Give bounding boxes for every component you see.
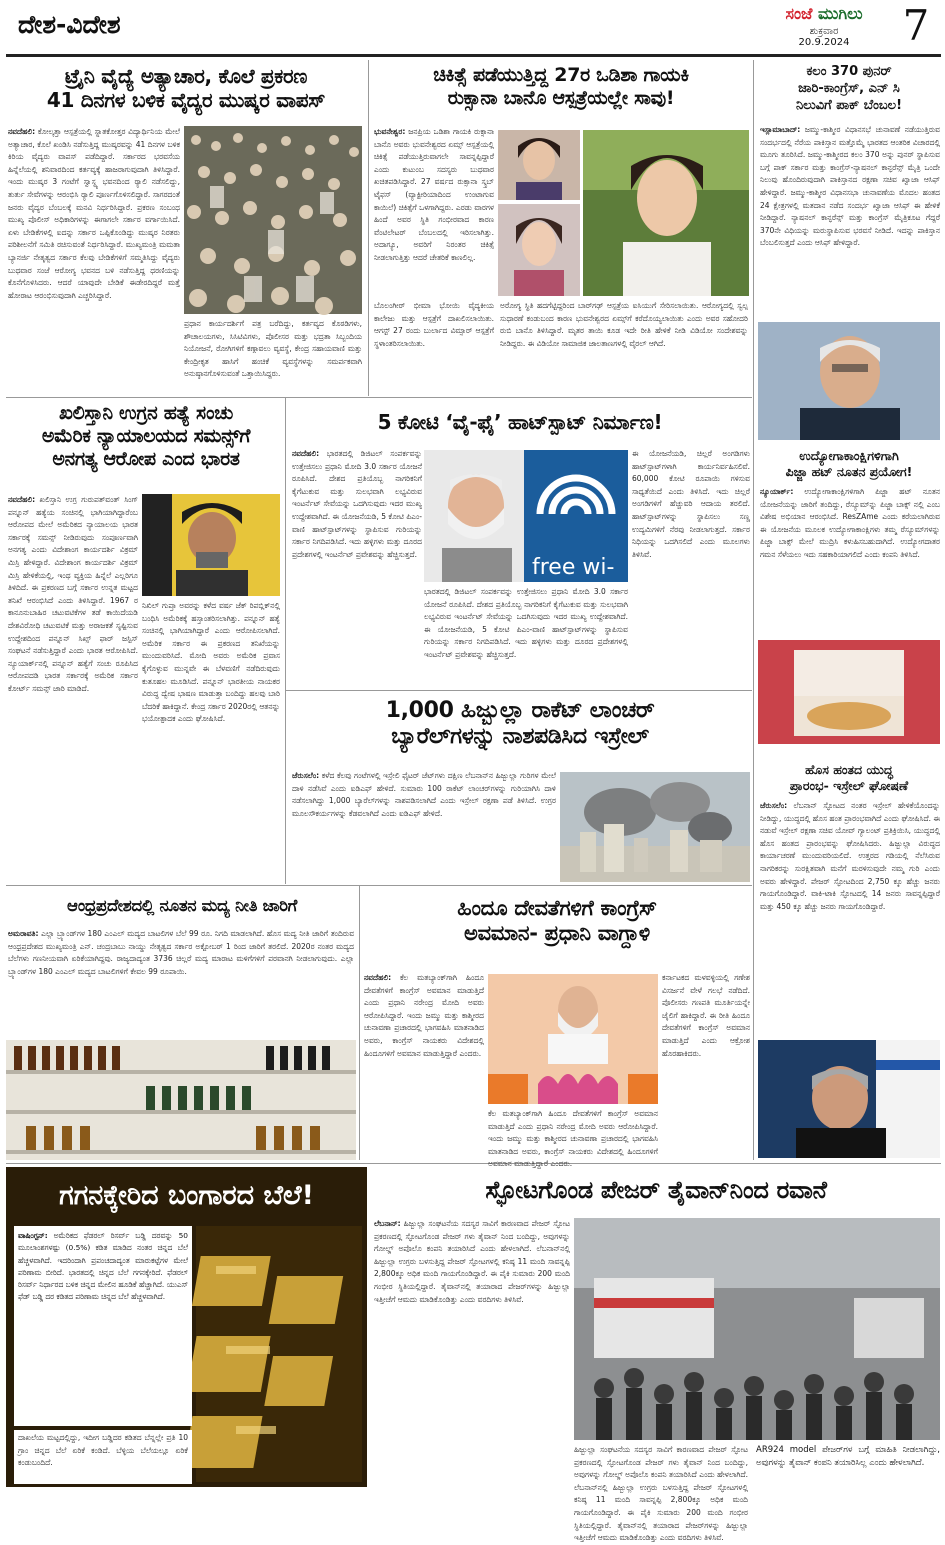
story2-headline-line1: ಚಿಕಿತ್ಸೆ ಪಡೆಯುತ್ತಿದ್ದ 27ರ ಒಡಿಶಾ ಗಾಯಕಿ	[433, 64, 689, 86]
story12-body-b	[574, 1444, 748, 1543]
row-divider	[6, 885, 752, 886]
story8-body	[760, 800, 940, 1036]
story10-body-col1	[364, 972, 484, 1160]
story6-headline-line1: 1,000 ಹಿಜ್ಬುಲ್ಲಾ ರಾಕೆಟ್ ಲಾಂಚರ್	[385, 698, 655, 723]
story6-body-text: ಕಳೆದ ಕೆಲವು ಗಂಟೆಗಳಲ್ಲಿ ಇಸ್ರೇಲಿ ಫೈಟರ್ ಜೆಟ್‌ಗಳು ದಕ್ಷಿಣ ಲೆಬನಾನ್‌ನ ಹಿಜ್ಬುಲ್ಲಾ ಗುರಿಗಳ ಮೇಲೆ ದಾಳಿ ನಡೆಸಿವೆ ಎಂದು ಐಡಿಎಫ್ ಹೇಳಿದೆ. ಸುಮಾರು 100 ರಾಕೆಟ್ ಲಾಂಚರ್‌ಗಳನ್ನು ಗುರಿಯಾಗಿಸಿ ದಾಳಿ ನಡೆಸಲಾಗಿದ್ದು 1,000 ಬ್ಯಾರೆಲ್‌ಗಳನ್ನು ನಾಶಪಡಿಸಲಾಗಿದೆ ಎಂದು ಇಸ್ರೇಲ್ ರಕ್ಷಣಾ ಪಡೆ ತಿಳಿಸಿದೆ. ಉಗ್ರರ ಮೂಲಸೌಕರ್ಯಗಳನ್ನು ಕೆಡವಲಾಗಿದೆ ಎಂದು ಐಡಿಎಫ್ ಹೇಳಿದೆ.	[292, 771, 556, 818]
story10-body-col2	[662, 972, 750, 1160]
story12-body-text: ಹಿಜ್ಬುಲ್ಲಾ ಸಂಘಟನೆಯ ಸದಸ್ಯರ ಸಾವಿಗೆ ಕಾರಣವಾದ ಪೇಜರ್ ಸ್ಫೋಟ ಪ್ರಕರಣದಲ್ಲಿ ಸ್ಫೋಟಗೊಂಡ ಪೇಜರ್ ಗಳು ತೈವಾನ್ ನಿಂದ ಬಂದಿದ್ದು, ಅವುಗಳನ್ನು ಗೋಲ್ಡ್ ಅಪೊಲೊ ಕಂಪನಿ ತಯಾರಿಸಿದೆ ಎಂದು ಹೇಳಲಾಗಿದೆ. ಲೆಬನಾನ್‌ನಲ್ಲಿ ಹಿಜ್ಬುಲ್ಲಾ ಉಗ್ರರು ಬಳಸುತ್ತಿದ್ದ ಪೇಜರ್ ಸ್ಫೋಟಗಳಲ್ಲಿ ಕನಿಷ್ಠ 11 ಮಂದಿ ಸಾವನ್ನಪ್ಪಿ 2,800ಕ್ಕೂ ಅಧಿಕ ಮಂದಿ ಗಾಯಗೊಂಡಿದ್ದಾರೆ. ಈ ಪೈಕಿ ಸುಮಾರು 200 ಮಂದಿ ಗಂಭೀರ ಸ್ಥಿತಿಯಲ್ಲಿದ್ದಾರೆ. ತೈವಾನ್‌ನಲ್ಲಿ ತಯಾರಾದ ಪೇಜರ್‌ಗಳನ್ನು ಹಿಜ್ಬುಲ್ಲಾ ಇತ್ತೀಚೆಗೆ ಆಮದು ಮಾಡಿಕೊಂಡಿತ್ತು ಎಂದು ವರದಿಗಳು ತಿಳಿಸಿವೆ.	[374, 1219, 570, 1304]
story10-dateline: ನವದೆಹಲಿ:	[364, 973, 392, 982]
story11-dateline: ವಾಷಿಂಗ್ಟನ್:	[18, 1231, 48, 1240]
story2-body-col2	[500, 300, 748, 392]
column-divider	[753, 60, 754, 1160]
header-rule	[6, 54, 941, 57]
story10-headline-line1: ಹಿಂದೂ ದೇವತೆಗಳಿಗೆ ಕಾಂಗ್ರೆಸ್	[457, 896, 657, 920]
story10-body-text: ಕೆಲ ಮತಬ್ಯಾಂಕ್‌ಗಾಗಿ ಹಿಂದೂ ದೇವತೆಗಳಿಗೆ ಕಾಂಗ್ರೆಸ್ ಅವಮಾನ ಮಾಡುತ್ತಿದೆ ಎಂದು ಪ್ರಧಾನಿ ನರೇಂದ್ರ ಮೋದಿ ಅವರು ಆರೋಪಿಸಿದ್ದಾರೆ. ಇಂದು ಜಮ್ಮು ಮತ್ತು ಕಾಶ್ಮೀರದ ಚುನಾವಣಾ ಪ್ರಚಾರದಲ್ಲಿ ಭಾಗವಹಿಸಿ ಮಾತನಾಡಿದ ಅವರು, ಕಾಂಗ್ರೆಸ್ ನಾಯಕರು ವಿದೇಶದಲ್ಲಿ ಹಿಂದೂಗಳಿಗೆ ಅವಮಾನ ಮಾಡುತ್ತಿದ್ದಾರೆ ಎಂದರು.	[364, 973, 485, 1058]
story6-body	[292, 770, 556, 882]
story4-headline-line1: ಖಲಿಸ್ತಾನಿ ಉಗ್ರನ ಹತ್ಯೆ ಸಂಚು	[59, 402, 233, 424]
story5-body-text-2: ಈ ಯೋಜನೆಯಡಿ, ಚಿಲ್ಲರೆ ಅಂಗಡಿಗಳು ಹಾಟ್‌ಸ್ಪಾಟ್‌ಗಳಾಗಿ ಕಾರ್ಯನಿರ್ವಹಿಸಲಿವೆ. 60,000 ಕೋಟಿ ರೂಪಾಯಿ ಗಳಿಸುವ ಸಾಧ್ಯತೆಯಿದೆ ಎಂದು ತಿಳಿಸಿದೆ. ಇದು ಚಿಲ್ಲರೆ ಅಂಗಡಿಗಳಿಗೆ ಹೆಚ್ಚುವರಿ ಆದಾಯ ತರಲಿದೆ. ಹಾಟ್‌ಸ್ಪಾಟ್‌ಗಳನ್ನು ಸ್ಥಾಪಿಸಲು ಸಣ್ಣ ಉದ್ಯಮಿಗಳಿಗೆ ನೆರವು ನೀಡಲಾಗುತ್ತದೆ. ಸರ್ಕಾರ ನಿಧಿಯನ್ನು ಒದಗಿಸಲಿದೆ ಎಂದು ಮೂಲಗಳು ತಿಳಿಸಿವೆ.	[632, 449, 750, 559]
lebanon-pager-blast-photo	[574, 1218, 940, 1440]
story1-body-col1	[8, 126, 180, 392]
story10-body-text-2: ಕರ್ನಾಟಕದ ಮಳವಳ್ಳಿಯಲ್ಲಿ ಗಣೇಶ ವಿಸರ್ಜನೆ ವೇಳೆ ಗಲಭೆ ನಡೆದಿದೆ. ಪೊಲೀಸರು ಗಣಪತಿ ಮೂರ್ತಿಯನ್ನೇ ಜೈಲಿಗೆ ಹಾಕಿದ್ದಾರೆ. ಈ ರೀತಿ ಹಿಂದೂ ದೇವತೆಗಳಿಗೆ ಕಾಂಗ್ರೆಸ್ ಅವಮಾನ ಮಾಡುತ್ತಿದೆ ಎಂದು ಆಕ್ರೋಶ ಹೊರಹಾಕಿದರು.	[662, 973, 750, 1058]
story9-body-text: ಎಲ್ಲಾ ಬ್ರ್ಯಾಂಡ್‌ಗಳ 180 ಎಂಎಲ್ ಮದ್ಯದ ಬಾಟಲಿಗಳ ಬೆಲೆ 99 ರೂ. ನಿಗದಿ ಮಾಡಲಾಗಿದೆ. ಹೊಸ ಮದ್ಯ ನೀತಿ ಜಾರಿಗೆ ತಂದಿರುವ ಆಂಧ್ರಪ್ರದೇಶದ ಮುಖ್ಯಮಂತ್ರಿ ಎನ್. ಚಂದ್ರಬಾಬು ನಾಯ್ಡು ನೇತೃತ್ವದ ಸರ್ಕಾರ ಅಕ್ಟೋಬರ್ 1 ರಿಂದ ಜಾರಿಗೆ ತರಲಿದೆ. 2020ರ ನಂತರ ಮದ್ಯದ ಬೆಲೆಗಳು ಗಣನೀಯವಾಗಿ ಏರಿಕೆಯಾಗಿದ್ದವು. ರಾಜ್ಯದಾದ್ಯಂತ 3736 ಚಿಲ್ಲರೆ ಮದ್ಯ ಮಾರಾಟ ಮಳಿಗೆಗಳಿಗೆ ಪರವಾನಗಿ ನೀಡಲಾಗುವುದು. ಎಲ್ಲಾ ಬ್ರ್ಯಾಂಡ್‌ಗಳ 180 ಎಂಎಲ್ ಮದ್ಯದ ಬಾಟಲಿಗಳಿಗೆ ಕೇವಲ 99 ರೂಪಾಯಿ.	[8, 929, 355, 976]
story10-headline	[364, 896, 750, 946]
story1-dateline: ನವದೆಹಲಿ:	[8, 127, 36, 136]
story11-body-b	[14, 1430, 192, 1484]
story9-body	[8, 928, 354, 1038]
story2-body-col1b	[374, 300, 494, 392]
column-divider	[359, 886, 360, 1160]
story1-headline	[10, 64, 362, 112]
row-divider	[6, 1163, 941, 1164]
story6-headline-line2: ಬ್ಯಾರೆಲ್‌ಗಳನ್ನು ನಾಶಪಡಿಸಿದ ಇಸ್ರೇಲ್	[391, 724, 649, 750]
section-title: ದೇಶ-ವಿದೇಶ	[18, 10, 121, 39]
story11-body-text: ಅಮೆರಿಕದ ಫೆಡರಲ್ ರಿಸರ್ವ್ ಬಡ್ಡಿ ದರವನ್ನು 50 ಮೂಲಾಂಶಗಳಷ್ಟು (0.5%) ಕಡಿತ ಮಾಡಿದ ನಂತರ ಚಿನ್ನದ ಬೆಲೆ ಹೆಚ್ಚಳವಾಗಿದೆ. ಇದರಿಂದಾಗಿ ಪ್ರಪಂಚದಾದ್ಯಂತ ಮಾರುಕಟ್ಟೆಗಳ ಮೇಲೆ ಪರಿಣಾಮ ಬೀರಿದೆ. ಭಾರತದಲ್ಲಿ ಚಿನ್ನದ ಬೆಲೆ ಗಗನಕ್ಕೇರಿದೆ. ಫೆಡರಲ್ ರಿಸರ್ವ್ ನಿರ್ಧಾರದ ಬಳಿಕ ಚಿನ್ನದ ಮೇಲಿನ ಹೂಡಿಕೆ ಹೆಚ್ಚಾಗಿದೆ. ಯುಎಸ್ ಫೆಡ್ ಬಡ್ಡಿ ದರ ಕಡಿತದ ಪರಿಣಾಮ ಚಿನ್ನದ ಬೆಲೆ ಹೆಚ್ಚಳವಾಗಿದೆ.	[18, 1231, 189, 1302]
story3-headline-line3: ನಿಲುವಿಗೆ ಪಾಕ್ ಬೆಂಬಲ!	[795, 97, 903, 113]
brand-name-a: ಸಂಜೆ	[785, 4, 813, 23]
pizza-box-photo	[758, 640, 940, 744]
modi-rally-photo	[488, 974, 658, 1104]
story9-dateline: ಅಮರಾವತಿ:	[8, 929, 39, 938]
story10-headline-line2: ಅವಮಾನ- ಪ್ರಧಾನಿ ವಾಗ್ದಾಳಿ	[464, 921, 650, 946]
story8-body-text: ಲೆಬನಾನ್ ಸ್ಫೋಟದ ನಂತರ ಇಸ್ರೇಲ್ ಹೇಳಿಕೆಯೊಂದನ್ನು ನೀಡಿದ್ದು, ಯುದ್ಧದಲ್ಲಿ ಹೊಸ ಹಂತ ಪ್ರಾರಂಭವಾಗಿದೆ ಎಂದು ಘೋಷಿಸಿದೆ. ಈ ನಡುವೆ ಇಸ್ರೇಲ್ ರಕ್ಷಣಾ ಸಚಿವ ಯೋವ್ ಗ್ಯಾಲಂಟ್ ಪ್ರತಿಕ್ರಿಯಿಸಿ, ಯುದ್ಧದಲ್ಲಿ ಹೊಸ ಹಂತದ ಪ್ರಾರಂಭವನ್ನು ಘೋಷಿಸಿದರು. ಹಿಜ್ಬುಲ್ಲಾ ವಿರುದ್ಧದ ಕಾರ್ಯಾಚರಣೆ ಮುಂದುವರಿಯಲಿದೆ. ಉತ್ತರದ ಗಡಿಯಲ್ಲಿ ನೆಲೆಸಿರುವ ನಾಗರಿಕರನ್ನು ಸುರಕ್ಷಿತವಾಗಿ ಮನೆಗೆ ಮರಳಿಸುವುದೇ ನಮ್ಮ ಗುರಿ ಎಂದು ಅವರು ಹೇಳಿದ್ದಾರೆ. ಪೇಜರ್ ಸ್ಫೋಟದಿಂದ 2,750 ಕ್ಕೂ ಹೆಚ್ಚು ಜನರು ಗಾಯಗೊಂಡಿದ್ದಾರೆ. ವಾಕಿ-ಟಾಕಿ ಸ್ಫೋಟದಲ್ಲಿ 14 ಜನರು ಸಾವನ್ನಪ್ಪಿದ್ದಾರೆ ಮತ್ತು 450 ಕ್ಕೂ ಹೆಚ್ಚು ಜನರು ಗಾಯಗೊಂಡಿದ್ದಾರೆ.	[760, 801, 940, 911]
pannun-photo	[142, 494, 280, 596]
singer-portrait-photo-2	[498, 204, 580, 296]
story3-body-text: ಜಮ್ಮು-ಕಾಶ್ಮೀರ ವಿಧಾನಸಭೆ ಚುನಾವಣೆ ನಡೆಯುತ್ತಿರುವ ಸಂದರ್ಭದಲ್ಲಿ ನೆರೆಯ ಪಾಕಿಸ್ತಾನ ಮತ್ತೊಮ್ಮೆ ಭಾರತದ ಆಂತರಿಕ ವಿಚಾರದಲ್ಲಿ ಮೂಗು ತೂರಿಸಿದೆ. ಜಮ್ಮು-ಕಾಶ್ಮೀರದ ಕಲಂ 370 ಅನ್ನು ಪುನರ್ ಸ್ಥಾಪಿಸುವ ಬಗ್ಗೆ ಪಾಕ್ ಸರ್ಕಾರ ಮತ್ತು ಕಾಂಗ್ರೆಸ್-ನ್ಯಾಷನಲ್ ಕಾನ್ಫರೆನ್ಸ್ ಮೈತ್ರಿ ಒಂದೇ ನಿಲುವು ಹೊಂದಿರುವುದಾಗಿ ಪಾಕಿಸ್ತಾನದ ರಕ್ಷಣಾ ಸಚಿವ ಖ್ವಾಜಾ ಆಸಿಫ್ ಹೇಳಿದ್ದಾರೆ. ಜಮ್ಮು-ಕಾಶ್ಮೀರ ವಿಧಾನಸಭಾ ಚುನಾವಣೆಯ ಮೊದಲ ಹಂತದ 24 ಕ್ಷೇತ್ರಗಳಲ್ಲಿ ಮತದಾನ ನಡೆದ ಸಂದರ್ಭ ಖ್ವಾಜಾ ಆಸಿಫ್ ಈ ಹೇಳಿಕೆ ನೀಡಿದ್ದಾರೆ. ನ್ಯಾಷನಲ್ ಕಾನ್ಫರೆನ್ಸ್ ಮತ್ತು ಕಾಂಗ್ರೆಸ್ ಮೈತ್ರಿಕೂಟ ಗೆದ್ದರೆ 370ನೇ ವಿಧಿಯನ್ನು ಮರುಸ್ಥಾಪಿಸುವ ಭರವಸೆ ನೀಡಿದೆ. ಇದನ್ನು ಪಾಕಿಸ್ತಾನ ಬೆಂಬಲಿಸುತ್ತದೆ ಎಂದು ಆಸಿಫ್ ಹೇಳಿದ್ದಾರೆ.	[760, 125, 940, 248]
doctors-protest-photo	[184, 126, 362, 314]
story7-body-text: ಉದ್ಯೋಗಾಕಾಂಕ್ಷಿಗಳಿಗಾಗಿ ಪಿಜ್ಜಾ ಹಟ್ ನೂತನ ಯೋಜನೆಯನ್ನು ಜಾರಿಗೆ ತಂದಿದ್ದು, ರೆಸ್ಯೂಮ್‌ನ್ನು ಪಿಜ್ಜಾ ಬಾಕ್ಸ್ ನಲ್ಲಿ ಎಂಬ ವಿಶೇಷ ಅಭಿಯಾನ ಆರಂಭಿಸಿದೆ. ResZAme ಎಂದು ಕರೆಯಲಾಗಿರುವ ಈ ಯೋಜನೆಯ ಮೂಲಕ ಉದ್ಯೋಗಾಕಾಂಕ್ಷಿಗಳು ತಮ್ಮ ರೆಸ್ಯೂಮ್‌ಗಳನ್ನು ಪಿಜ್ಜಾ ಬಾಕ್ಸ್ ಮೇಲೆ ಮುದ್ರಿಸಿ ಕಳುಹಿಸಬಹುದಾಗಿದೆ. ಉದ್ಯೋಗದಾತರ ಗಮನ ಸೆಳೆಯಲು ಇದು ಸಹಕಾರಿಯಾಗಲಿದೆ ಎಂದು ಕಂಪನಿ ತಿಳಿಸಿದೆ.	[760, 487, 940, 559]
story2-headline-line2: ರುಕ್ಸಾನಾ ಬಾನೊ ಆಸ್ಪತ್ರೆಯಲ್ಲೇ ಸಾವು!	[447, 86, 675, 109]
story4-dateline: ನವದೆಹಲಿ:	[8, 495, 36, 504]
story5-body-text: ಭಾರತದಲ್ಲಿ ಡಿಜಿಟಲ್ ಸಂಪರ್ಕವನ್ನು ಉತ್ತೇಜಿಸಲು ಪ್ರಧಾನಿ ಮೋದಿ 3.0 ಸರ್ಕಾರ ಯೋಜನೆ ರೂಪಿಸಿದೆ. ದೇಶದ ಪ್ರತಿಯೊಬ್ಬ ನಾಗರಿಕನಿಗೆ ಕೈಗೆಟುಕುವ ಮತ್ತು ಸುಲಭವಾಗಿ ಲಭ್ಯವಿರುವ ಇಂಟರ್ನೆಟ್ ಸೇವೆಯನ್ನು ಒದಗಿಸುವುದು ಇದರ ಮುಖ್ಯ ಉದ್ದೇಶವಾಗಿದೆ. ಈ ಯೋಜನೆಯಡಿ, 5 ಕೋಟಿ ಪಿಎಂ-ವಾಣಿ ಹಾಟ್‌ಸ್ಪಾಟ್‌ಗಳನ್ನು ಸ್ಥಾಪಿಸುವ ಗುರಿಯನ್ನು ಸರ್ಕಾರ ನಿಗದಿಪಡಿಸಿದೆ. ಇದು ಹಳ್ಳಿಗಳು ಮತ್ತು ದೂರದ ಪ್ರದೇಶಗಳಲ್ಲಿ ಇಂಟರ್ನೆಟ್ ಪ್ರವೇಶವನ್ನು ಹೆಚ್ಚಿಸುತ್ತದೆ.	[292, 449, 422, 559]
gallant-photo	[758, 1040, 940, 1158]
masthead	[756, 4, 892, 52]
story2-headline	[374, 64, 748, 110]
story4-headline-line2: ಅಮೆರಿಕ ನ್ಯಾಯಾಲಯದ ಸಮನ್ಸ್‌ಗೆ	[41, 424, 251, 447]
story5-dateline: ನವದೆಹಲಿ:	[292, 449, 320, 458]
singer-portrait-photo-1	[498, 130, 580, 200]
story7-headline-line2: ಪಿಜ್ಜಾ ಹಟ್ ನೂತನ ಪ್ರಯೋಗ!	[785, 464, 913, 480]
story7-headline	[758, 448, 940, 481]
story2-body-text-1b: ಬೊಲಂಗೀರ್ ಭೀಮಾ ಭೋಯಿ ವೈದ್ಯಕೀಯ ಕಾಲೇಜು ಮತ್ತು ಆಸ್ಪತ್ರೆಗೆ ದಾಖಲಿಸಲಾಯಿತು. ಆಗಸ್ಟ್ 27 ರಂದು ಬುರ್ಲಾದ ವಿಮ್ಸಾರ್ ಆಸ್ಪತ್ರೆಗೆ ಸ್ಥಳಾಂತರಿಸಲಾಯಿತು.	[374, 301, 494, 348]
story5-body-col2	[632, 448, 750, 688]
story1-body-text: ಕೋಲ್ಕತ್ತಾ ಆಸ್ಪತ್ರೆಯಲ್ಲಿ ಸ್ನಾತಕೋತ್ತರ ವಿದ್ಯಾರ್ಥಿನಿಯ ಮೇಲೆ ಅತ್ಯಾಚಾರ, ಕೊಲೆ ಖಂಡಿಸಿ ನಡೆಸುತ್ತಿದ್ದ ಮುಷ್ಕರವನ್ನು 41 ದಿನಗಳ ಬಳಿಕ ಕಿರಿಯ ವೈದ್ಯರು ವಾಪಸ್ ಪಡೆದಿದ್ದಾರೆ. ಸರ್ಕಾರದ ಭರವಸೆಯ ಹಿನ್ನೆಲೆಯಲ್ಲಿ ಶನಿವಾರದಿಂದ ಕರ್ತವ್ಯಕ್ಕೆ ಹಾಜರಾಗುವುದಾಗಿ ತಿಳಿಸಿದ್ದಾರೆ. ಇಂದು ಮುಷ್ಕರ 3 ಗಂಟೆಗೆ ಸ್ವಾಸ್ಥ್ಯ ಭವನದಿಂದ ರ‍್ಯಾಲಿ ನಡೆಸಲಿದ್ದು, ತುರ್ತು ಸೇವೆಗಳನ್ನು ಆರಂಭಿಸಿ ರ‍್ಯಾಲಿ ಪೂರ್ಣಗೊಳಿಸಲಿದ್ದಾರೆ. ಸಾಗರದಂತೆ ಜನರು ವೈದ್ಯರ ಬೆಂಬಲಕ್ಕೆ ಮನವಿ ನಿರ್ಧರಿಸಿದ್ದಾರೆ. ಪ್ರಕರಣ ಸಂಬಂಧ ಮುಖ್ಯ ಪೊಲೀಸ್ ಅಧಿಕಾರಿಗಳನ್ನು ಈಗಾಗಲೇ ಸರ್ಕಾರ ವರ್ಗಾಯಿಸಿದೆ. ಏಳು ಬೇಡಿಕೆಗಳಲ್ಲಿ ಐದನ್ನು ಸರ್ಕಾರ ಒಪ್ಪಿಕೊಂಡಿದ್ದು ಮುಷ್ಕರ ನಿರತರು ಪರಿಶೀಲನೆಗೆ ಸಮಿತಿ ರಚಿಸುವಂತೆ ನಿರ್ಧರಿಸಿದ್ದಾರೆ. ಮುಖ್ಯಮಂತ್ರಿ ಮಮತಾ ಬ್ಯಾನರ್ಜಿ ನೇತೃತ್ವದ ಸರ್ಕಾರ ಕೆಲವು ಬೇಡಿಕೆಗಳಿಗೆ ಸಮ್ಮತಿಸಿದ್ದು ವೈದ್ಯರು ಬುಧವಾರ ಸಂಜೆ ಆರೋಗ್ಯ ಭವನದ ಬಳಿ ನಡೆಸುತ್ತಿದ್ದ ಧರಣಿಯನ್ನು ಕೊನೆಗೊಳಿಸಿದರು. ಆದರೆ ಯಾವುದೇ ಬೇಡಿಕೆ ಈಡೇರದಿದ್ದರೆ ಮತ್ತೆ ಹೋರಾಟ ಆರಂಭಿಸುವುದಾಗಿ ಎಚ್ಚರಿಸಿದ್ದಾರೆ.	[8, 127, 180, 300]
story6-dateline: ಜೆರುಸಲೆಂ:	[292, 771, 320, 780]
story3-headline	[758, 64, 940, 115]
story8-dateline: ಜೆರುಸಲೆಂ:	[760, 801, 788, 810]
story7-dateline: ನ್ಯೂಯಾರ್ಕ್:	[760, 487, 794, 496]
story5-body-col1b	[424, 586, 628, 688]
svg-text:free wi-: free wi-	[532, 555, 615, 580]
story7-body	[760, 486, 940, 636]
row-divider	[6, 397, 752, 398]
gold-bars-photo	[196, 1226, 362, 1482]
story5-headline: 5 ಕೋಟಿ ‘ವೈ-ಫೈ’ ಹಾಟ್‌ಸ್ಪಾಟ್ ನಿರ್ಮಾಣ!	[377, 410, 663, 434]
story2-body-text: ಜನಪ್ರಿಯ ಒಡಿಶಾ ಗಾಯಕಿ ರುಕ್ಸಾನಾ ಬಾನೊ ಅವರು ಭುವನೇಶ್ವರದ ಏಮ್ಸ್ ಆಸ್ಪತ್ರೆಯಲ್ಲಿ ಚಿಕಿತ್ಸೆ ಪಡೆಯುತ್ತಿರುವಾಗಲೇ ಸಾವನ್ನಪ್ಪಿದ್ದಾರೆ ಎಂದು ಕುಟುಂಬ ಸದಸ್ಯರು ಬುಧವಾರ ಖಚಿತಪಡಿಸಿದ್ದಾರೆ. 27 ವರ್ಷದ ರುಕ್ಸಾನಾ ಸ್ಕ್ರಬ್ ಟೈಫಸ್ (ವ್ಯಾಕ್ಟೀರಿಯಾದಿಂದ ಉಂಟಾಗುವ ಕಾಯಿಲೆ) ಚಿಕಿತ್ಸೆಗೆ ಒಳಗಾಗಿದ್ದರು. ಎರಡು ವಾರಗಳ ಹಿಂದೆ ಅವರ ಸ್ಥಿತಿ ಗಂಭೀರವಾದ ಕಾರಣ ವೆಂಟಿಲೇಟರ್ ಬೆಂಬಲದಲ್ಲಿ ಇರಿಸಲಾಗಿತ್ತು. ಅದಾಗ್ಯೂ, ಅವರಿಗೆ ನಿರಂತರ ಚಿಕಿತ್ಸೆ ನೀಡಲಾಗುತ್ತಿತ್ತು ಆದರೆ ಚೇತರಿಕೆ ಕಾಣಲಿಲ್ಲ.	[374, 127, 494, 262]
issue-date: 20.9.2024	[798, 37, 850, 48]
story4-body-col2	[142, 600, 280, 882]
brand-name-b: ಮುಗಿಲು	[818, 4, 863, 23]
story11-body-text-b: ದಾಖಲೆಯ ಮಟ್ಟದಲ್ಲಿದ್ದು, ಇದೀಗ ಬಡ್ಡಿದರ ಕಡಿತದ ಬೆನ್ನಲ್ಲೇ ಪ್ರತಿ 10 ಗ್ರಾಂ ಚಿನ್ನದ ಬೆಲೆ ಏರಿಕೆ ಕಂಡಿದೆ. ಬೆಳ್ಳಿಯ ಬೆಲೆಯಲ್ಲೂ ಏರಿಕೆ ಕಂಡುಬಂದಿದೆ.	[18, 1433, 188, 1468]
khawaja-asif-photo	[758, 322, 940, 440]
page-number: 7	[902, 1, 930, 50]
story4-body-text-2: ನಿಖಿಲ್ ಗುಪ್ತಾ ಅವರನ್ನು ಕಳೆದ ವರ್ಷ ಜೆಕ್ ರಿಪಬ್ಲಿಕ್‌ನಲ್ಲಿ ಬಂಧಿಸಿ ಅಮೆರಿಕಕ್ಕೆ ಹಸ್ತಾಂತರಿಸಲಾಗಿತ್ತು. ಪನ್ನೂನ್ ಹತ್ಯೆ ಸಂಚಿನಲ್ಲಿ ಭಾಗಿಯಾಗಿದ್ದಾರೆ ಎಂದು ಆರೋಪಿಸಲಾಗಿದೆ. ಅಮೆರಿಕ ಸರ್ಕಾರ ಈ ಪ್ರಕರಣದ ತನಿಖೆಯನ್ನು ಮುಂದುವರಿಸಿದೆ. ಮೋದಿ ಅವರು ಅಮೆರಿಕ ಪ್ರವಾಸ ಕೈಗೊಳ್ಳುವ ಮುನ್ನವೇ ಈ ಬೆಳವಣಿಗೆ ನಡೆದಿರುವುದು ಕುತೂಹಲ ಮೂಡಿಸಿದೆ. ಪನ್ನೂನ್ ಭಾರತೀಯ ನಾಯಕರ ವಿರುದ್ಧ ದ್ವೇಷ ಭಾಷಣ ಮಾಡುತ್ತಾ ಬಂದಿದ್ದು ಹಲವು ಬಾರಿ ಬೆದರಿಕೆ ಹಾಕಿದ್ದಾನೆ. ಕೇಂದ್ರ ಸರ್ಕಾರ 2020ರಲ್ಲಿ ಆತನನ್ನು ಭಯೋತ್ಪಾದಕ ಎಂದು ಘೋಷಿಸಿದೆ.	[142, 601, 280, 724]
story4-body-col1	[8, 494, 138, 882]
story11-body	[14, 1226, 192, 1426]
story2-dateline: ಭುವನೇಶ್ವರ:	[374, 127, 406, 136]
row-divider	[286, 690, 752, 691]
story1-body-col2	[184, 318, 362, 394]
brand-logo	[756, 4, 892, 24]
story10-body-text-1b: ಕೆಲ ಮತಬ್ಯಾಂಕ್‌ಗಾಗಿ ಹಿಂದೂ ದೇವತೆಗಳಿಗೆ ಕಾಂಗ್ರೆಸ್ ಅವಮಾನ ಮಾಡುತ್ತಿದೆ ಎಂದು ಪ್ರಧಾನಿ ನರೇಂದ್ರ ಮೋದಿ ಅವರು ಆರೋಪಿಸಿದ್ದಾರೆ. ಇಂದು ಜಮ್ಮು ಮತ್ತು ಕಾಶ್ಮೀರದ ಚುನಾವಣಾ ಪ್ರಚಾರದಲ್ಲಿ ಭಾಗವಹಿಸಿ ಮಾತನಾಡಿದ ಅವರು, ಕಾಂಗ್ರೆಸ್ ನಾಯಕರು ವಿದೇಶದಲ್ಲಿ ಹಿಂದೂಗಳಿಗೆ ಅವಮಾನ ಮಾಡುತ್ತಿದ್ದಾರೆ ಎಂದರು.	[488, 1109, 658, 1169]
story7-headline-line1: ಉದ್ಯೋಗಾಕಾಂಕ್ಷಿಗಳಿಗಾಗಿ	[799, 448, 899, 463]
story3-dateline: ಇಸ್ಲಾಮಾಬಾದ್:	[760, 125, 801, 134]
story1-body-text-2: ಪ್ರಧಾನ ಕಾರ್ಯದರ್ಶಿಗೆ ಪತ್ರ ಬರೆದಿದ್ದು, ಕರ್ತವ್ಯದ ಕೊಠಡಿಗಳು, ಶೌಚಾಲಯಗಳು, ಸಿಸಿಟಿವಿಗಳು, ಪೊಲೀಸರ ಮತ್ತು ಭದ್ರತಾ ಸಿಬ್ಬಂದಿಯ ನಿಯೋಜನೆ, ರೋಗಿಗಳಿಗೆ ಕಣ್ಗಾವಲು ವ್ಯವಸ್ಥೆ, ಕೇಂದ್ರ ಸಹಾಯವಾಣಿ ಮತ್ತು ಕೇಂದ್ರೀಕೃತ ಹಾಸಿಗೆ ಹಂಚಿಕೆ ವ್ಯವಸ್ಥೆಗಳನ್ನು ಸಮರ್ಪಕವಾಗಿ ಅನುಷ್ಠಾನಗೊಳಿಸುವಂತೆ ಒತ್ತಾಯಿಸಿದ್ದರು.	[184, 319, 362, 379]
story1-headline-line1: ಟ್ರೈನಿ ವೈದ್ಯೆ ಅತ್ಯಾಚಾರ, ಕೊಲೆ ಪ್ರಕರಣ	[64, 64, 308, 88]
story2-body-text-2: ಅರೋಗ್ಯ ಸ್ಥಿತಿ ಹದಗೆಟ್ಟಿದ್ದರಿಂದ ಬಾರ್‌ಗಢ್ ಆಸ್ಪತ್ರೆಯ ಐಸಿಯುಗೆ ಸೇರಿಸಲಾಯಿತು. ಆರೋಗ್ಯದಲ್ಲಿ ಸ್ವಲ್ಪ ಸುಧಾರಣೆ ಕಂಡುಬಂದ ಕಾರಣ ಭುವನೇಶ್ವರದ ಏಮ್ಸ್‌ಗೆ ಕರೆದೊಯ್ಯಲಾಯಿತು ಎಂದು ಅವರ ಸಹೋದರಿ ರುಬಿ ಬಾನೊ ತಿಳಿಸಿದ್ದಾರೆ. ಮೃತರ ತಾಯಿ ಕೂಡ ಇದೇ ರೀತಿ ಹೇಳಿಕೆ ನೀಡಿ ವಿಡಿಯೋ ಸಂದೇಶವನ್ನು ನೀಡಿದ್ದರು. ಈ ವಿಡಿಯೋ ಸಾಮಾಜಿಕ ಜಾಲತಾಣಗಳಲ್ಲಿ ವೈರಲ್ ಆಗಿದೆ.	[500, 301, 748, 348]
story4-headline	[10, 402, 282, 470]
column-divider	[285, 398, 286, 884]
story6-headline	[290, 698, 750, 751]
liquor-shelves-photo	[6, 1040, 356, 1160]
singer-portrait-photo-3	[583, 130, 749, 296]
story12-body-text-b: ಹಿಜ್ಬುಲ್ಲಾ ಸಂಘಟನೆಯ ಸದಸ್ಯರ ಸಾವಿಗೆ ಕಾರಣವಾದ ಪೇಜರ್ ಸ್ಫೋಟ ಪ್ರಕರಣದಲ್ಲಿ ಸ್ಫೋಟಗೊಂಡ ಪೇಜರ್ ಗಳು ತೈವಾನ್ ನಿಂದ ಬಂದಿದ್ದು, ಅವುಗಳನ್ನು ಗೋಲ್ಡ್ ಅಪೊಲೊ ಕಂಪನಿ ತಯಾರಿಸಿದೆ ಎಂದು ಹೇಳಲಾಗಿದೆ. ಲೆಬನಾನ್‌ನಲ್ಲಿ ಹಿಜ್ಬುಲ್ಲಾ ಉಗ್ರರು ಬಳಸುತ್ತಿದ್ದ ಪೇಜರ್ ಸ್ಫೋಟಗಳಲ್ಲಿ ಕನಿಷ್ಠ 11 ಮಂದಿ ಸಾವನ್ನಪ್ಪಿ 2,800ಕ್ಕೂ ಅಧಿಕ ಮಂದಿ ಗಾಯಗೊಂಡಿದ್ದಾರೆ. ಈ ಪೈಕಿ ಸುಮಾರು 200 ಮಂದಿ ಗಂಭೀರ ಸ್ಥಿತಿಯಲ್ಲಿದ್ದಾರೆ. ತೈವಾನ್‌ನಲ್ಲಿ ತಯಾರಾದ ಪೇಜರ್‌ಗಳನ್ನು ಹಿಜ್ಬುಲ್ಲಾ ಇತ್ತೀಚೆಗೆ ಆಮದು ಮಾಡಿಕೊಂಡಿತ್ತು ಎಂದು ವರದಿಗಳು ತಿಳಿಸಿವೆ.	[574, 1445, 748, 1543]
story5-body-text-1b: ಭಾರತದಲ್ಲಿ ಡಿಜಿಟಲ್ ಸಂಪರ್ಕವನ್ನು ಉತ್ತೇಜಿಸಲು ಪ್ರಧಾನಿ ಮೋದಿ 3.0 ಸರ್ಕಾರ ಯೋಜನೆ ರೂಪಿಸಿದೆ. ದೇಶದ ಪ್ರತಿಯೊಬ್ಬ ನಾಗರಿಕನಿಗೆ ಕೈಗೆಟುಕುವ ಮತ್ತು ಸುಲಭವಾಗಿ ಲಭ್ಯವಿರುವ ಇಂಟರ್ನೆಟ್ ಸೇವೆಯನ್ನು ಒದಗಿಸುವುದು ಇದರ ಮುಖ್ಯ ಉದ್ದೇಶವಾಗಿದೆ. ಈ ಯೋಜನೆಯಡಿ, 5 ಕೋಟಿ ಪಿಎಂ-ವಾಣಿ ಹಾಟ್‌ಸ್ಪಾಟ್‌ಗಳನ್ನು ಸ್ಥಾಪಿಸುವ ಗುರಿಯನ್ನು ಸರ್ಕಾರ ನಿಗದಿಪಡಿಸಿದೆ. ಇದು ಹಳ್ಳಿಗಳು ಮತ್ತು ದೂರದ ಪ್ರದೇಶಗಳಲ್ಲಿ ಇಂಟರ್ನೆಟ್ ಪ್ರವೇಶವನ್ನು ಹೆಚ್ಚಿಸುತ್ತದೆ.	[424, 587, 628, 659]
story8-headline-line2: ಪ್ರಾರಂಭ- ಇಸ್ರೇಲ್ ಘೋಷಣೆ	[789, 778, 909, 794]
story12-headline: ಸ್ಫೋಟಗೊಂಡ ಪೇಜರ್ ತೈವಾನ್‌ನಿಂದ ರವಾನೆ	[485, 1176, 827, 1204]
story8-headline-line1: ಹೊಸ ಹಂತದ ಯುದ್ಧ	[805, 762, 893, 777]
story4-headline-line3: ಅನಗತ್ಯ ಆರೋಪ ಎಂದ ಭಾರತ	[52, 447, 240, 470]
story10-body-col1b	[488, 1108, 658, 1169]
story11-headline: ಗಗನಕ್ಕೇರಿದ ಬಂಗಾರದ ಬೆಲೆ!	[59, 1180, 314, 1211]
story5-body-col1	[292, 448, 422, 688]
israel-strike-photo	[560, 772, 750, 882]
column-divider	[368, 60, 369, 396]
wifi-modi-photo	[424, 450, 628, 582]
story12-caption: AR924 model ಪೇಜರ್‌ಗಳ ಬಗ್ಗೆ ಮಾಹಿತಿ ನೀಡಲಾಗಿದ್ದು, ಅವುಗಳನ್ನು ತೈವಾನ್ ಕಂಪನಿ ತಯಾರಿಸಿಲ್ಲ ಎಂದು ಹೇಳಲಾಗಿದೆ.	[756, 1445, 940, 1468]
issue-day: ಶುಕ್ರವಾರ	[809, 26, 839, 37]
page-header	[0, 0, 945, 60]
story9-headline: ಆಂಧ್ರಪ್ರದೇಶದಲ್ಲಿ ನೂತನ ಮದ್ಯ ನೀತಿ ಜಾರಿಗೆ	[67, 896, 297, 915]
story3-headline-line2: ಜಾರಿ-ಕಾಂಗ್ರೆಸ್, ಎನ್ ಸಿ	[798, 80, 900, 96]
story3-headline-line1: ಕಲಂ 370 ಪುನರ್	[806, 64, 892, 79]
story12-body	[374, 1218, 570, 1486]
story1-headline-line2: 41 ದಿನಗಳ ಬಳಿಕ ವೈದ್ಯರ ಮುಷ್ಕರ ವಾಪಸ್	[46, 88, 326, 112]
story4-body-text: ಖಲಿಸ್ತಾನಿ ಉಗ್ರ ಗುರುಪತ್‌ವಂತ್ ಸಿಂಗ್ ಪನ್ನೂನ್ ಹತ್ಯೆಯ ಸಂಚಿನಲ್ಲಿ ಭಾಗಿಯಾಗಿದ್ದಾರೆಂಬ ಆರೋಪದ ಮೇಲೆ ಅಮೆರಿಕದ ನ್ಯಾಯಾಲಯ ಭಾರತ ಸರ್ಕಾರಕ್ಕೆ ಸಮನ್ಸ್ ನೀಡಿರುವುದು ಸಂಪೂರ್ಣವಾಗಿ ಅನಗತ್ಯ ಎಂದು ವಿದೇಶಾಂಗ ಕಾರ್ಯದರ್ಶಿ ವಿಕ್ರಮ್ ಮಿಸ್ರಿ ಹೇಳಿದ್ದಾರೆ. ವಿದೇಶಾಂಗ ಕಾರ್ಯದರ್ಶಿ ವಿಕ್ರಮ್ ಮಿಸ್ರಿ ಹೇಳಿಕೆಯಲ್ಲಿ, ಇಂಥ ವ್ಯಕ್ತಿಯ ಹಿನ್ನೆಲೆ ಎಲ್ಲರಿಗೂ ತಿಳಿದಿದೆ. ಈ ಪ್ರಕರಣದ ಬಗ್ಗೆ ಸರ್ಕಾರ ಉನ್ನತ ಮಟ್ಟದ ತನಿಖೆ ಆರಂಭಿಸಿದೆ ಎಂದು ತಿಳಿಸಿದ್ದಾರೆ. 1967 ರ ಕಾನೂನುಬಾಹಿರ ಚಟುವಟಿಕೆಗಳ ತಡೆ ಕಾಯಿದೆಯಡಿ ದೇಶವಿರೋಧಿ ಚಟುವಟಿಕೆ ಮತ್ತು ಅರಾಜಕತೆ ಸೃಷ್ಟಿಸುವ ಉದ್ದೇಶದಿಂದ ಪನ್ನೂನ್ ಸಿಖ್ಸ್ ಫಾರ್ ಜಸ್ಟಿಸ್ ಸಂಘಟನೆ ನಡೆಸುತ್ತಿದ್ದಾರೆ ಎಂದು ಭಾರತ ಆರೋಪಿಸಿದೆ. ನ್ಯೂಯಾರ್ಕ್‌ನಲ್ಲಿ ಪನ್ನೂನ್ ಹತ್ಯೆಗೆ ಸಂಚು ರೂಪಿಸಿದ ಆರೋಪದಡಿ ಭಾರತ ಸರ್ಕಾರಕ್ಕೆ ಅಮೆರಿಕ ಸರ್ಕಾರ ಕೋರ್ಟ್ ಸಮನ್ಸ್ ಜಾರಿ ಮಾಡಿದೆ.	[8, 495, 138, 693]
story12-dateline: ಲೆಬನಾನ್:	[374, 1219, 401, 1228]
story3-body	[760, 124, 940, 320]
story8-headline	[758, 762, 940, 795]
